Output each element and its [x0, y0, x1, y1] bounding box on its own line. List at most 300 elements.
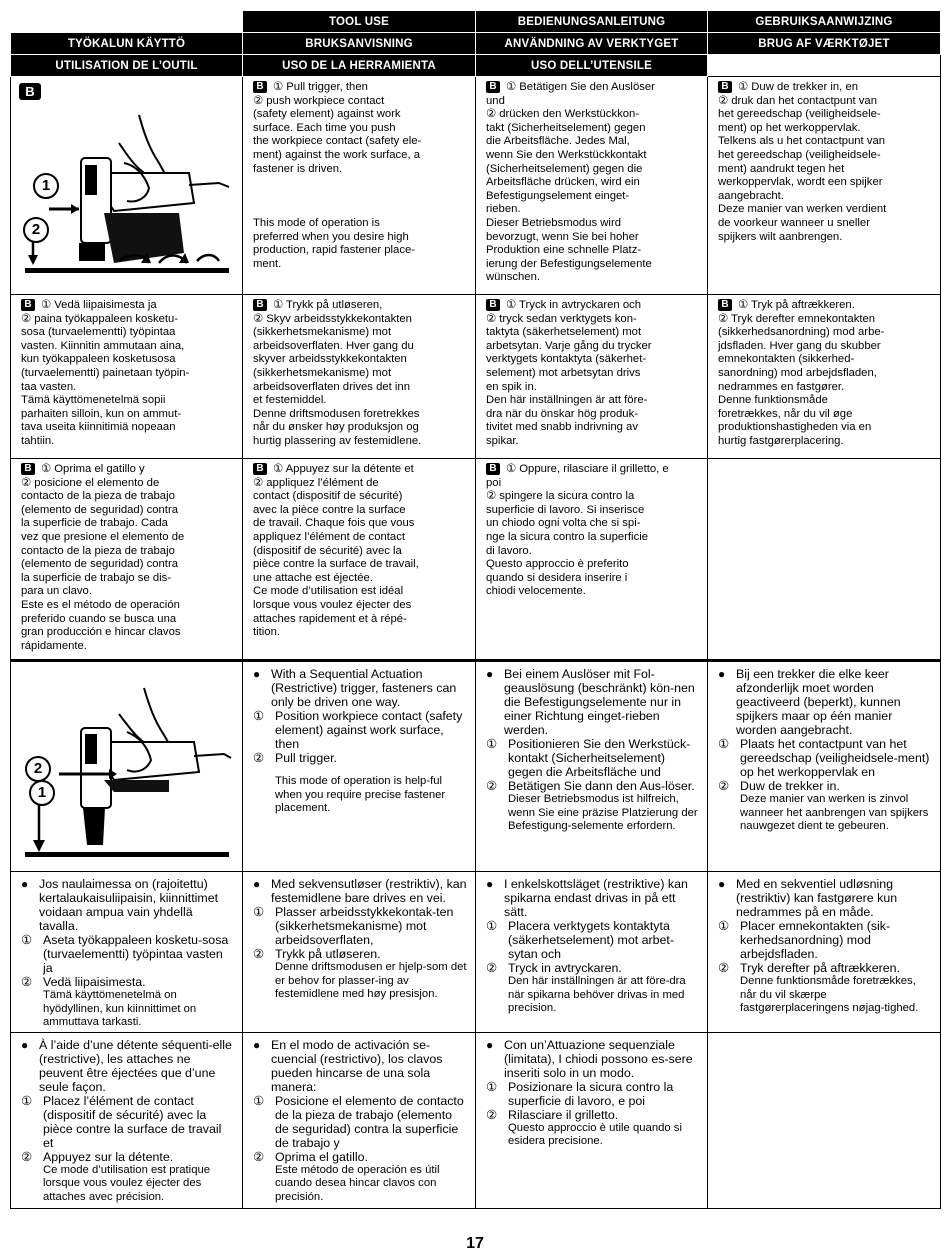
text-line: bevorzugt, wenn Sie bei hoher — [486, 230, 639, 243]
step-text: Vedä liipaisimesta. — [43, 975, 146, 989]
contact-fi-text — [11, 295, 242, 451]
header-blank — [708, 55, 941, 77]
contact-sv-cell — [476, 295, 708, 459]
step-number: ① — [486, 737, 498, 751]
sequential-fi-text — [11, 872, 242, 1032]
text-line: pièce contre la surface de travail, — [253, 558, 419, 571]
sequential-label-2: 2 — [25, 756, 51, 782]
sequential-step — [253, 1094, 467, 1150]
text-line: ment) op het werkoppervlak. — [718, 121, 861, 134]
sequential-es-text — [243, 1033, 475, 1207]
badge-da: B — [718, 299, 732, 311]
text-line: un chiodo ogni volta che si spi- — [486, 517, 641, 530]
section-badge: B — [19, 83, 41, 100]
step-number: ① — [718, 737, 730, 751]
text-line: ① Duw de trekker in, en — [738, 81, 859, 93]
step-text: Posizionare la sicura contro la superficie di lavoro, e poi — [508, 1079, 674, 1108]
step-number: ① — [253, 1093, 265, 1108]
header-tyokalun-kaytto: TYÖKALUN KÄYTTÖ — [11, 33, 243, 55]
badge-fr: B — [253, 463, 267, 475]
text-line: ① Betätigen Sie den Auslöser — [506, 81, 655, 93]
sequential-note: Tämä käyttömenetelmä on hyödyllinen, kun kiinnittimet on ammuttava tarkasti. — [43, 989, 197, 1029]
bullet-text: À l’aide d’une détente séquenti-elle (restrictive), les attaches ne peuvent être éjectées que d’une seule façon. — [39, 1037, 232, 1094]
text-line: hurtig fastgørerplacering. — [718, 434, 844, 447]
text-line: ① Oprima el gatillo y — [41, 463, 145, 475]
bullet-icon: ● — [21, 877, 29, 891]
bullet-text: En el modo de activación se-cuencial (restrictivo), los clavos pueden hincarse de una sola manera: — [271, 1037, 443, 1094]
text-line: aangebracht. — [718, 189, 784, 202]
sequential-step — [486, 919, 699, 961]
sequential-row-1 — [11, 661, 941, 872]
manual-page — [10, 10, 940, 1209]
text-line: het gereedschap (veiligheidsele- — [718, 108, 881, 121]
text-line: die Arbeitsfläche. Jedes Mal, — [486, 135, 630, 148]
text-line: werkoppervlak, wordt een spijker — [718, 176, 883, 189]
step-text: Positionieren Sie den Werkstück-kontakt (Sicherheitselement) gegen die Arbeitsfläche und — [508, 737, 691, 779]
text-line: ① Pull trigger, then — [273, 81, 368, 93]
text-line: This mode of operation is — [253, 216, 380, 229]
text-line: ① Oppure, rilasciare il grilletto, e — [506, 463, 669, 475]
step-number: ② — [486, 961, 498, 975]
text-line: di lavoro. — [486, 544, 532, 557]
text-line: sanordning) mod arbejdsfladen, — [718, 366, 877, 379]
bullet-text: Con un’Attuazione sequenziale (limitata), I chiodi possono es-sere inseriti solo in un modo. — [504, 1037, 693, 1080]
step-text: Betätigen Sie dann den Aus-löser. — [508, 779, 695, 793]
sequential-step — [253, 947, 467, 961]
text-line: rápidamente. — [21, 639, 87, 652]
bullet-icon: ● — [486, 877, 494, 891]
step-text: Appuyez sur la détente. — [43, 1149, 174, 1164]
text-line: (turvaelementti) painetaan työpin- — [21, 366, 190, 379]
contact-es-cell — [11, 459, 243, 661]
sequential-step — [253, 905, 467, 947]
text-line: (Sicherheitselement) gegen die — [486, 162, 643, 175]
contact-row-2 — [11, 295, 941, 459]
contact-row-3 — [11, 459, 941, 661]
text-line: taktyta (säkerhetselement) mot — [486, 326, 642, 339]
text-line: wenn Sie den Werkstückkontakt — [486, 148, 647, 161]
text-line: ② druk dan het contactpunt van — [718, 94, 877, 107]
text-line: (safety element) against work — [253, 108, 401, 121]
sequential-bullet — [486, 1038, 699, 1080]
text-line: avec la pièce contre la surface — [253, 503, 406, 516]
step-number: ① — [21, 933, 33, 947]
sequential-sv-text — [476, 872, 707, 1018]
step-number: ① — [486, 919, 498, 933]
sequential-bullet — [718, 667, 932, 737]
sequential-note: Dieser Betriebsmodus ist hilfreich, wenn Sie eine präzise Platzierung der Befestigung-selemente erfordern. — [508, 793, 698, 833]
bullet-icon: ● — [718, 877, 726, 891]
sequential-en-cell — [243, 661, 476, 872]
contact-label-1: 1 — [33, 173, 59, 199]
sequential-it-text — [476, 1033, 707, 1151]
step-number: ① — [21, 1093, 33, 1108]
contact-it-cell — [476, 459, 708, 661]
text-line: la superficie de trabajo se dis- — [21, 571, 172, 584]
text-line: gran producción e hincar clavos — [21, 626, 181, 639]
text-line: Deze manier van werken verdient — [718, 203, 887, 216]
sequential-illustration-cell — [11, 661, 243, 872]
text-line: (dispositif de sécurité) avec la — [253, 544, 402, 557]
text-line: Befestigungselement einget- — [486, 189, 630, 202]
text-line: de travail. Chaque fois que vous — [253, 517, 415, 530]
sequential-bullet — [253, 877, 467, 905]
text-line: ② Skyv arbeidsstykkekontakten — [253, 312, 412, 325]
contact-it-text — [476, 459, 707, 601]
header-bruksanvisning: BRUKSANVISNING — [243, 33, 476, 55]
text-line: Denne funktionsmåde — [718, 394, 828, 407]
sequential-step — [486, 1108, 699, 1122]
step-text: Plaats het contactpunt van het gereedschap (veiligheidsele-ment) op het werkoppervlak en — [740, 737, 930, 779]
step-text: Tryk derefter på aftrækkeren. — [740, 961, 900, 975]
text-line: Tämä käyttömenetelmä sopii — [21, 394, 166, 407]
header-uso-utensile: USO DELL’UTENSILE — [476, 55, 708, 77]
text-line: når du ønsker høy produksjon og — [253, 421, 419, 434]
text-line: foretrækkes, når du vil øge — [718, 407, 853, 420]
text-line: ① Vedä liipaisimesta ja — [41, 299, 157, 311]
text-line: para un clavo. — [21, 585, 92, 598]
text-line: skyver arbeidsstykkekontakten — [253, 353, 407, 366]
text-line: Ce mode d’utilisation est idéal — [253, 585, 404, 598]
step-text: Aseta työkappaleen kosketu-sosa (turvaelementti) työpintaa vasten ja — [43, 933, 229, 975]
contact-empty-cell — [708, 459, 941, 661]
contact-nl-text — [708, 77, 940, 246]
sequential-step — [253, 751, 467, 765]
text-line: arbeidsoverflaten. Hver gang du — [253, 339, 414, 352]
sequential-step — [486, 779, 699, 793]
sequential-step — [718, 737, 932, 779]
bullet-icon: ● — [486, 667, 494, 681]
text-line: selement) mot arbetsytan drivs — [486, 366, 641, 379]
sequential-step — [486, 1080, 699, 1108]
text-line: spijkers wilt aanbrengen. — [718, 230, 843, 243]
sequential-da-cell — [708, 872, 941, 1033]
sequential-bullet — [486, 667, 699, 737]
header-anvandning: ANVÄNDNING AV VERKTYGET — [476, 33, 708, 55]
text-line: und — [486, 94, 505, 107]
sequential-en-text — [243, 662, 475, 818]
step-text: Rilasciare il grilletto. — [508, 1107, 619, 1122]
step-number: ② — [718, 779, 730, 793]
sequential-bullet — [21, 877, 234, 933]
step-text: Plasser arbeidsstykkekontak-ten (sikkerhetsmekanisme) mot arbeidsoverflaten, — [275, 905, 454, 947]
text-line: de voorkeur wanneer u sneller — [718, 216, 870, 229]
text-line: poi — [486, 476, 502, 489]
text-line: tition. — [253, 626, 281, 639]
sequential-step — [718, 779, 932, 793]
contact-de-text — [476, 77, 707, 287]
text-line: contact (dispositif de sécurité) — [253, 490, 403, 503]
header-row-1 — [11, 11, 941, 33]
contact-fr-text — [243, 459, 475, 642]
sequential-step — [486, 961, 699, 975]
sequential-no-text — [243, 872, 475, 1004]
step-text: Duw de trekker in. — [740, 779, 840, 793]
text-line: lorsque vous voulez éjecter des — [253, 598, 412, 611]
step-number: ② — [718, 961, 730, 975]
text-line: contacto de la pieza de trabajo — [21, 544, 175, 557]
step-number: ② — [486, 779, 498, 793]
text-line: ment. — [253, 257, 282, 270]
sequential-note: Den här inställningen är att före-dra när spikarna behöver drivas in med precision. — [508, 975, 686, 1015]
badge-it: B — [486, 463, 500, 475]
text-line: verktygets kontaktyta (säkerhet- — [486, 353, 647, 366]
text-line: vez que presione el elemento de — [21, 530, 185, 543]
step-number: ② — [21, 975, 33, 989]
contact-illustration-cell — [11, 77, 243, 295]
sequential-step — [21, 975, 234, 989]
sequential-step — [718, 961, 932, 975]
text-line: Este es el método de operación — [21, 598, 180, 611]
contact-label-2: 2 — [23, 217, 49, 243]
text-line: en spik in. — [486, 380, 537, 393]
sequential-empty-cell — [708, 1032, 941, 1208]
step-text: Placez l’élément de contact (dispositif de sécurité) avec la pièce contre la surface de travail et — [43, 1093, 222, 1150]
bullet-icon: ● — [486, 1037, 494, 1052]
sequential-note: This mode of operation is help-ful when you require precise fastener placement. — [275, 775, 446, 815]
contact-row-1 — [11, 77, 941, 295]
sequential-note: Questo approccio è utile quando si esidera precisione. — [508, 1121, 682, 1148]
text-line: ① Appuyez sur la détente et — [273, 463, 414, 475]
text-line: Questo approccio è preferito — [486, 558, 629, 571]
step-number: ① — [486, 1079, 498, 1094]
step-text: Tryck in avtryckaren. — [508, 961, 622, 975]
text-line: attaches rapidement et à répé- — [253, 612, 407, 625]
contact-sv-text — [476, 295, 707, 451]
text-line: ② appliquez l’élément de — [253, 476, 379, 489]
step-number: ① — [253, 905, 265, 919]
text-line: ② drücken den Werkstückkon- — [486, 108, 640, 121]
sequential-bullet — [718, 877, 932, 919]
text-line: ② push workpiece contact — [253, 94, 385, 107]
text-line: emnekontakten (sikkerhed- — [718, 353, 855, 366]
text-line: ① Tryk på aftrækkeren. — [738, 299, 855, 311]
step-number: ② — [253, 947, 265, 961]
text-line: chiodi velocemente. — [486, 585, 586, 598]
header-row-2 — [11, 33, 941, 55]
sequential-sv-cell — [476, 872, 708, 1033]
sequential-es-cell — [243, 1032, 476, 1208]
text-line: ① Trykk på utløseren, — [273, 299, 383, 311]
header-utilisation: UTILISATION DE L’OUTIL — [11, 55, 243, 77]
text-line: preferred when you desire high — [253, 230, 409, 243]
page-number: 17 — [466, 1235, 484, 1252]
contact-da-cell — [708, 295, 941, 459]
sequential-step — [253, 1150, 467, 1164]
text-line: Denne driftsmodusen foretrekkes — [253, 407, 420, 420]
header-empty — [11, 11, 243, 33]
text-line: tava useita kiinnitimiä nopeaan — [21, 421, 176, 434]
sequential-row-3 — [11, 1032, 941, 1208]
sequential-note: Ce mode d’utilisation est pratique lorsque vous voulez éjecter des attaches avec précision. — [43, 1163, 211, 1203]
tool-use-table — [10, 10, 941, 1209]
text-line: Den här inställningen är att före- — [486, 394, 648, 407]
text-line: sosa (turvaelementti) työpintaa — [21, 326, 176, 339]
header-row-3 — [11, 55, 941, 77]
sequential-nl-text — [708, 662, 940, 836]
sequential-bullet — [253, 1038, 467, 1094]
bullet-icon: ● — [253, 877, 261, 891]
text-line: Produktion eine schnelle Platz- — [486, 244, 642, 257]
sequential-label-1: 1 — [29, 780, 55, 806]
sequential-step — [21, 1094, 234, 1150]
text-line: nedrammes en fastgører. — [718, 380, 845, 393]
sequential-de-text — [476, 662, 707, 836]
header-uso-herramienta: USO DE LA HERRAMIENTA — [243, 55, 476, 77]
text-line: preferido cuando se busca una — [21, 612, 177, 625]
text-line: rieben. — [486, 203, 521, 216]
sequential-row-2 — [11, 872, 941, 1033]
sequential-step — [21, 1150, 234, 1164]
bullet-text: Med en sekventiel udløsning (restriktiv) kan fastgørere kun nedrammes på en måde. — [736, 877, 898, 919]
text-line: vasten. Kiinnitin ammutaan aina, — [21, 339, 185, 352]
text-line: superficie di lavoro. Si inserisce — [486, 503, 645, 516]
bullet-icon: ● — [253, 667, 261, 681]
contact-no-cell — [243, 295, 476, 459]
badge-nl: B — [718, 81, 732, 93]
contact-es-text — [11, 459, 242, 655]
contact-en-cell — [243, 77, 476, 295]
text-line: ① Tryck in avtryckaren och — [506, 299, 642, 311]
text-line: ② paina työkappaleen kosketu- — [21, 312, 179, 325]
badge-en: B — [253, 81, 267, 93]
text-line: Telkens als u het contactpunt van — [718, 135, 886, 148]
sequential-step — [21, 933, 234, 975]
sequential-fr-text — [11, 1033, 242, 1207]
text-line: (sikkerhetsmekanisme) mot — [253, 326, 392, 339]
step-number: ② — [253, 751, 265, 765]
text-line: ment) against the work surface, a — [253, 148, 421, 161]
text-line: ierung der Befestigungselemente — [486, 257, 652, 270]
header-brug: BRUG AF VÆRKTØJET — [708, 33, 941, 55]
sequential-nl-cell — [708, 661, 941, 872]
sequential-step — [718, 919, 932, 961]
sequential-no-cell — [243, 872, 476, 1033]
sequential-fr-cell — [11, 1032, 243, 1208]
bullet-icon: ● — [718, 667, 726, 681]
bullet-text: Jos naulaimessa on (rajoitettu) kertalaukaisuliipaisin, kiinnittimet voidaan ampua vain yhdellä tavalla. — [39, 877, 219, 933]
text-line: (sikkerhetsmekanisme) mot — [253, 366, 392, 379]
text-line: fastener is driven. — [253, 162, 343, 175]
text-line: ② posicione el elemento de — [21, 476, 160, 489]
step-number: ② — [21, 1149, 33, 1164]
badge-sv: B — [486, 299, 500, 311]
sequential-bullet — [486, 877, 699, 919]
bullet-text: I enkelskottsläget (restriktive) kan spikarna endast drivas in på ett sätt. — [504, 877, 688, 919]
text-line: ② Tryk derefter emnekontakten — [718, 312, 876, 325]
step-text: Posicione el elemento de contacto de la pieza de trabajo (elemento de seguridad) contra la superficie de trabajo y — [275, 1093, 464, 1150]
text-line: dra när du önskar hög produk- — [486, 407, 638, 420]
contact-fr-cell — [243, 459, 476, 661]
step-text: Position workpiece contact (safety element) against work surface, then — [275, 709, 463, 751]
sequential-bullet — [253, 667, 467, 709]
text-line: et festemiddel. — [253, 394, 327, 407]
sequential-it-cell — [476, 1032, 708, 1208]
text-line: the workpiece contact (safety ele- — [253, 135, 422, 148]
text-line: contacto de la pieza de trabajo — [21, 490, 175, 503]
text-line: tivitet med snabb indrivning av — [486, 421, 638, 434]
text-line: (sikkerhedsanordning) mod arbe- — [718, 326, 885, 339]
header-tool-use: TOOL USE — [243, 11, 476, 33]
step-text: Trykk på utløseren. — [275, 947, 381, 961]
sequential-note: Este método de operación es útil cuando desea hincar clavos con precisión. — [275, 1163, 440, 1203]
text-line: ② spingere la sicura contro la — [486, 490, 635, 503]
sequential-step — [253, 709, 467, 751]
text-line: quando si desidera inserire i — [486, 571, 628, 584]
text-line: nge la sicura contro la superficie — [486, 530, 649, 543]
sequential-note: Deze manier van werken is zinvol wanneer het aanbrengen van spijkers nauwgezet dient te gebeuren. — [740, 793, 929, 833]
step-number: ② — [253, 1149, 265, 1164]
text-line: production, rapid fastener place- — [253, 244, 416, 257]
step-text: Placer emnekontakten (sik-kerhedsanordning) mod arbejdsfladen. — [740, 919, 891, 961]
step-text: Oprima el gatillo. — [275, 1149, 368, 1164]
text-line: wünschen. — [486, 271, 541, 284]
text-line: spikar. — [486, 434, 519, 447]
badge-fi: B — [21, 299, 35, 311]
step-text: Placera verktygets kontaktyta (säkerhetselement) mot arbet-sytan och — [508, 919, 674, 961]
badge-es: B — [21, 463, 35, 475]
bullet-text: Bij een trekker die elke keer afzonderlijk moet worden geactiveerd (beperkt), kunnen spijkers maar op één manier worden aangebracht. — [736, 667, 901, 737]
text-line: (elemento de seguridad) contra — [21, 558, 178, 571]
sequential-step — [486, 737, 699, 779]
text-line — [253, 190, 467, 204]
text-line — [253, 203, 467, 217]
contact-de-cell — [476, 77, 708, 295]
text-line: la superficie de trabajo. Cada — [21, 517, 168, 530]
text-line: taa vasten. — [21, 380, 77, 393]
step-number: ② — [486, 1107, 498, 1122]
text-line — [253, 176, 467, 190]
text-line: arbetsytan. Varje gång du trycker — [486, 339, 652, 352]
step-number: ① — [253, 709, 265, 723]
text-line: takt (Sicherheitselement) gegen — [486, 121, 646, 134]
text-line: arbeidsoverflaten drives det inn — [253, 380, 410, 393]
contact-fi-cell — [11, 295, 243, 459]
sequential-note: Denne driftsmodusen er hjelp-som det er behov for plasser-ing av festemidlene med høy presisjon. — [275, 961, 467, 1001]
text-line: jdsfladen. Hver gang du skubber — [718, 339, 881, 352]
text-line: ② tryck sedan verktygets kon- — [486, 312, 637, 325]
text-line: produktionshastigheden via en — [718, 421, 872, 434]
bullet-text: With a Sequential Actuation (Restrictive) trigger, fasteners can only be driven one way. — [271, 667, 457, 709]
text-line: het gereedschap (veiligheidsele- — [718, 148, 881, 161]
text-line: Arbeitsfläche drücken, wird ein — [486, 176, 640, 189]
bullet-text: Bei einem Auslöser mit Fol-geauslösung (beschränkt) kön-nen die Befestigungselemente nur in einer Richtung einget-rieben werden. — [504, 667, 695, 737]
contact-no-text — [243, 295, 475, 451]
text-line: parhaiten silloin, kun on ammut- — [21, 407, 182, 420]
sequential-fi-cell — [11, 872, 243, 1033]
text-line: kun työkappaleen kosketusosa — [21, 353, 176, 366]
header-gebruiksaanwijzing: GEBRUIKSAANWIJZING — [708, 11, 941, 33]
step-number: ① — [718, 919, 730, 933]
bullet-text: Med sekvensutløser (restriktiv), kan festemidlene bare drives en vei. — [271, 877, 467, 905]
bullet-icon: ● — [253, 1037, 261, 1052]
badge-no: B — [253, 299, 267, 311]
bullet-icon: ● — [21, 1037, 29, 1052]
text-line: Dieser Betriebsmodus wird — [486, 216, 621, 229]
sequential-note: Denne funktionsmåde foretrækkes, når du vil skærpe fastgørerplaceringens nøjag-tighed. — [740, 975, 919, 1015]
text-line: une attache est éjectée. — [253, 571, 373, 584]
step-text: Pull trigger. — [275, 751, 337, 765]
text-line: hurtig plassering av festemidlene. — [253, 434, 422, 447]
text-line: surface. Each time you push — [253, 121, 396, 134]
text-line: (elemento de seguridad) contra — [21, 503, 178, 516]
contact-en-text — [243, 77, 475, 273]
sequential-actuation-illustration — [19, 680, 233, 865]
sequential-da-text — [708, 872, 940, 1018]
sequential-bullet — [21, 1038, 234, 1094]
text-line: tahtiin. — [21, 434, 55, 447]
text-line: ment) aandrukt tegen het — [718, 162, 845, 175]
